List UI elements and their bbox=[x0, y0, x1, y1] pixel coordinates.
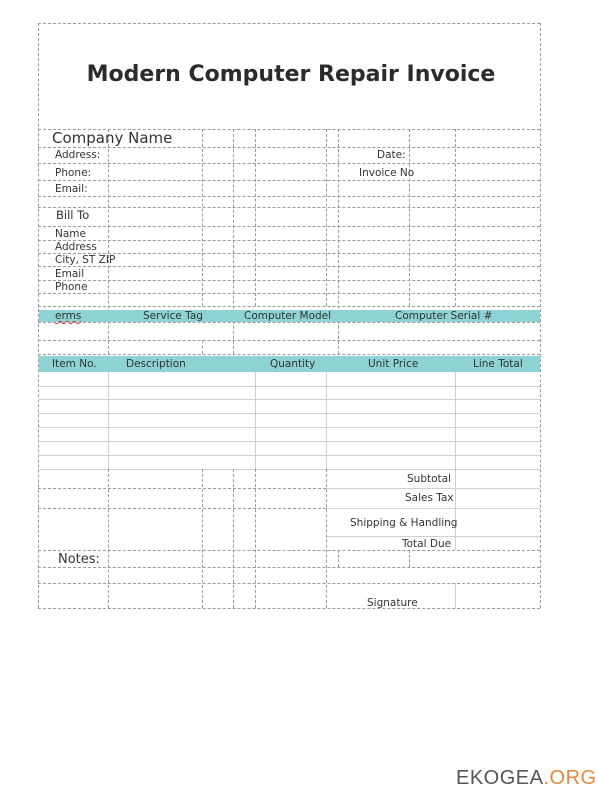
grid-line bbox=[38, 163, 540, 164]
item-row-line bbox=[38, 399, 540, 400]
frame-top bbox=[38, 23, 540, 24]
description-header: Description bbox=[126, 358, 186, 370]
computer-serial-header: Computer Serial # bbox=[395, 310, 493, 322]
grid-line bbox=[38, 583, 540, 584]
grid-line bbox=[38, 550, 540, 551]
sales-tax-label: Sales Tax bbox=[405, 492, 454, 504]
company-name: Company Name bbox=[52, 129, 173, 147]
totals-line bbox=[326, 508, 540, 509]
grid-line bbox=[38, 207, 540, 208]
grid-col bbox=[409, 129, 410, 306]
grid-col bbox=[255, 469, 256, 608]
grid-col bbox=[455, 129, 456, 306]
grid-line bbox=[38, 266, 540, 267]
shipping-label: Shipping & Handling bbox=[350, 517, 458, 529]
grid-col bbox=[326, 129, 327, 306]
grid-col bbox=[409, 550, 410, 567]
grid-line bbox=[38, 508, 326, 509]
grid-line bbox=[38, 147, 540, 148]
grid-line bbox=[38, 354, 540, 355]
subtotal-label: Subtotal bbox=[407, 473, 451, 485]
item-row-line bbox=[38, 469, 540, 470]
line-total-header: Line Total bbox=[473, 358, 523, 370]
grid-line bbox=[38, 226, 540, 227]
grid-col bbox=[326, 469, 327, 608]
grid-line bbox=[38, 180, 540, 181]
grid-line bbox=[38, 608, 540, 609]
computer-model-header: Computer Model bbox=[244, 310, 332, 322]
grid-line bbox=[38, 567, 540, 568]
grid-line bbox=[38, 306, 540, 307]
address-label: Address: bbox=[55, 149, 101, 161]
signature-label: Signature bbox=[367, 597, 418, 609]
notes-label: Notes: bbox=[58, 552, 100, 567]
grid-line bbox=[38, 240, 540, 241]
phone-label: Phone: bbox=[55, 167, 92, 179]
email-label: Email: bbox=[55, 183, 88, 195]
grid-col bbox=[108, 469, 109, 608]
item-col-line bbox=[455, 372, 456, 469]
item-col-line bbox=[326, 372, 327, 469]
item-row-line bbox=[38, 455, 540, 456]
grid-line bbox=[38, 340, 540, 341]
grid-col bbox=[202, 469, 203, 608]
service-tag-header: Service Tag bbox=[143, 310, 203, 322]
quantity-header: Quantity bbox=[270, 358, 316, 370]
bill-to-name: Name bbox=[55, 228, 86, 240]
grid-line bbox=[38, 280, 540, 281]
grid-col bbox=[255, 129, 256, 306]
bill-to-heading: Bill To bbox=[56, 208, 90, 222]
item-no-header: Item No. bbox=[52, 358, 97, 370]
frame-right bbox=[540, 23, 541, 608]
grid-col bbox=[233, 469, 234, 608]
brand-suffix: .ORG bbox=[543, 767, 597, 789]
item-row-line bbox=[38, 413, 540, 414]
total-due-label: Total Due bbox=[402, 538, 452, 550]
grid-line bbox=[38, 293, 540, 294]
date-label: Date: bbox=[377, 149, 406, 161]
grid-line bbox=[38, 196, 540, 197]
totals-line bbox=[326, 536, 540, 537]
item-row-line bbox=[38, 441, 540, 442]
page-title: Modern Computer Repair Invoice bbox=[86, 62, 496, 87]
signature-col-line bbox=[455, 583, 456, 608]
unit-price-header: Unit Price bbox=[368, 358, 419, 370]
bill-to-address: Address bbox=[55, 241, 97, 253]
brand-logo bbox=[456, 768, 597, 788]
item-col-line bbox=[255, 372, 256, 469]
grid-line bbox=[38, 322, 540, 323]
item-row-line bbox=[38, 427, 540, 428]
grid-col bbox=[202, 129, 203, 306]
brand-main: EKOGEA bbox=[456, 767, 544, 789]
item-row-line bbox=[38, 386, 540, 387]
grid-col bbox=[338, 550, 339, 567]
grid-col bbox=[202, 340, 203, 354]
invoice-no-label: Invoice No bbox=[359, 167, 415, 179]
bill-to-city: City, ST ZIP bbox=[55, 254, 116, 266]
totals-line bbox=[326, 488, 540, 489]
item-col-line bbox=[108, 372, 109, 469]
bill-to-phone: Phone bbox=[55, 281, 88, 293]
bill-to-email: Email bbox=[55, 268, 85, 280]
grid-line bbox=[38, 488, 326, 489]
terms-header: erms bbox=[55, 310, 82, 322]
totals-col-line bbox=[455, 469, 456, 550]
